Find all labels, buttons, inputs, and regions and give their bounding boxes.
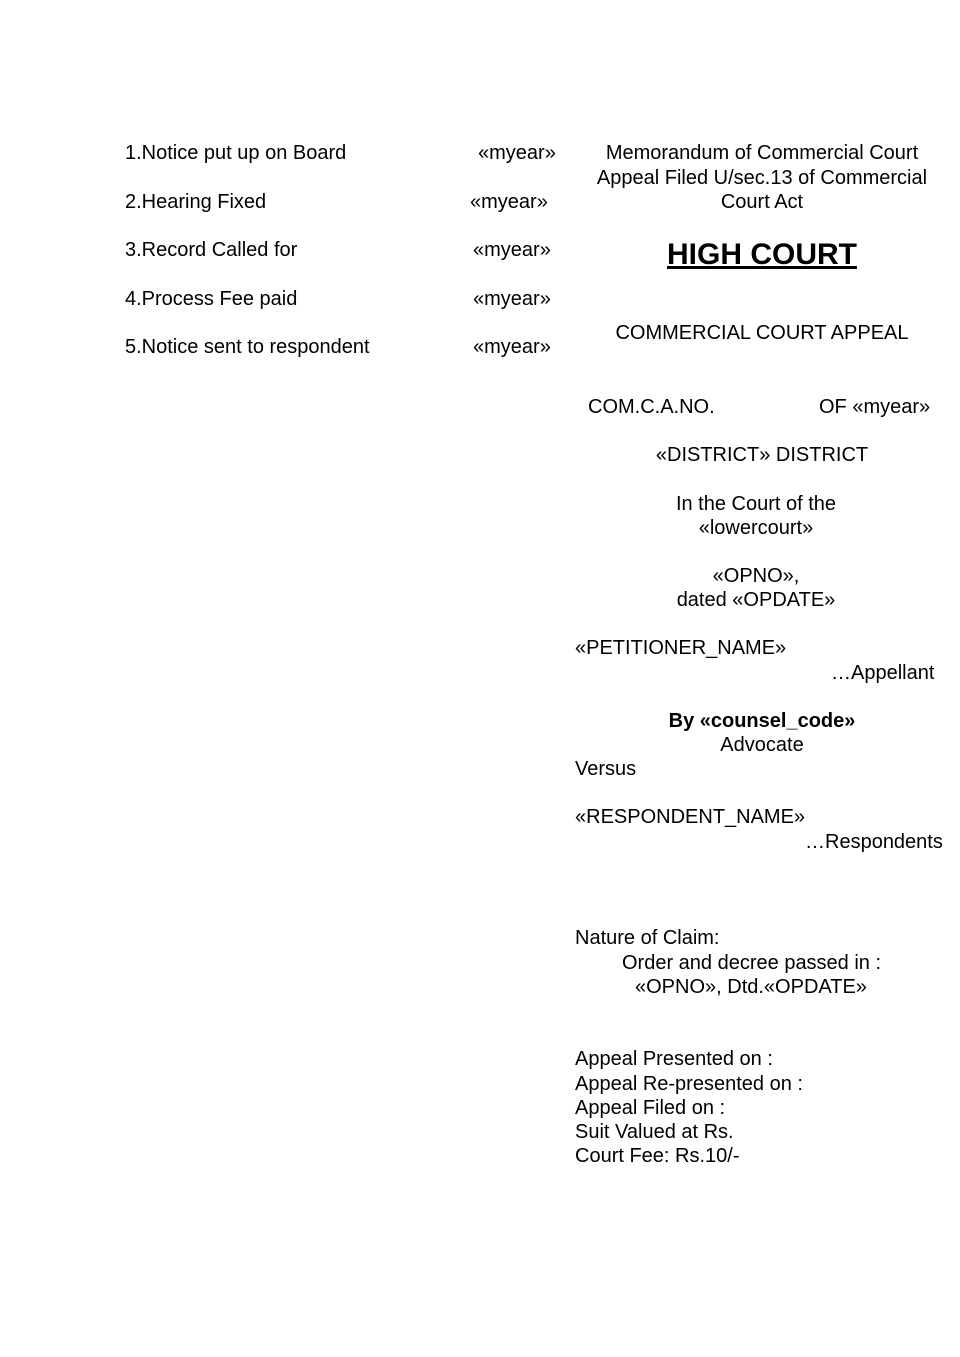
- appeal-type: COMMERCIAL COURT APPEAL: [615, 322, 909, 344]
- memo-line-2: Appeal Filed U/sec.13 of Commercial: [596, 167, 928, 189]
- checklist-label-process-fee: 4.Process Fee paid: [125, 288, 298, 310]
- checklist-label-notice-board: 1.Notice put up on Board: [125, 142, 347, 164]
- petitioner-role: …Appellant: [831, 662, 935, 684]
- op-date: dated «OPDATE»: [676, 589, 836, 611]
- checklist-label-hearing-fixed: 2.Hearing Fixed: [125, 191, 267, 213]
- district: «DISTRICT» DISTRICT: [655, 444, 869, 466]
- claim-line-1: Order and decree passed in :: [622, 952, 882, 974]
- case-number-label: COM.C.A.NO.: [588, 396, 715, 418]
- case-number-year: OF «myear»: [819, 396, 931, 418]
- court-title: HIGH COURT: [667, 238, 857, 271]
- checklist-value-hearing-fixed: «myear»: [470, 191, 548, 213]
- memo-line-3: Court Act: [720, 191, 804, 213]
- respondent-name: «RESPONDENT_NAME»: [575, 806, 806, 828]
- checklist-label-notice-sent: 5.Notice sent to respondent: [125, 336, 370, 358]
- checklist-value-notice-board: «myear»: [478, 142, 556, 164]
- claim-label: Nature of Claim:: [575, 927, 720, 949]
- appeal-filed-on: Appeal Filed on :: [575, 1097, 726, 1119]
- counsel-code: By «counsel_code»: [668, 710, 856, 732]
- claim-line-2: «OPNO», Dtd.«OPDATE»: [635, 976, 867, 998]
- versus-label: Versus: [575, 758, 637, 780]
- lower-court-line-1: In the Court of the: [675, 493, 837, 515]
- respondent-role: …Respondents: [805, 831, 943, 853]
- op-number: «OPNO»,: [712, 565, 800, 587]
- appeal-presented-on: Appeal Presented on :: [575, 1048, 773, 1070]
- suit-valued-at: Suit Valued at Rs.: [575, 1121, 734, 1143]
- memo-line-1: Memorandum of Commercial Court: [605, 142, 919, 164]
- court-fee: Court Fee: Rs.10/-: [575, 1145, 740, 1167]
- checklist-value-record-called: «myear»: [473, 239, 551, 261]
- checklist-value-process-fee: «myear»: [473, 288, 551, 310]
- lower-court-name: «lowercourt»: [698, 517, 814, 539]
- appeal-represented-on: Appeal Re-presented on :: [575, 1073, 803, 1095]
- checklist-label-record-called: 3.Record Called for: [125, 239, 298, 261]
- petitioner-name: «PETITIONER_NAME»: [575, 637, 787, 659]
- checklist-value-notice-sent: «myear»: [473, 336, 551, 358]
- counsel-role: Advocate: [720, 734, 804, 756]
